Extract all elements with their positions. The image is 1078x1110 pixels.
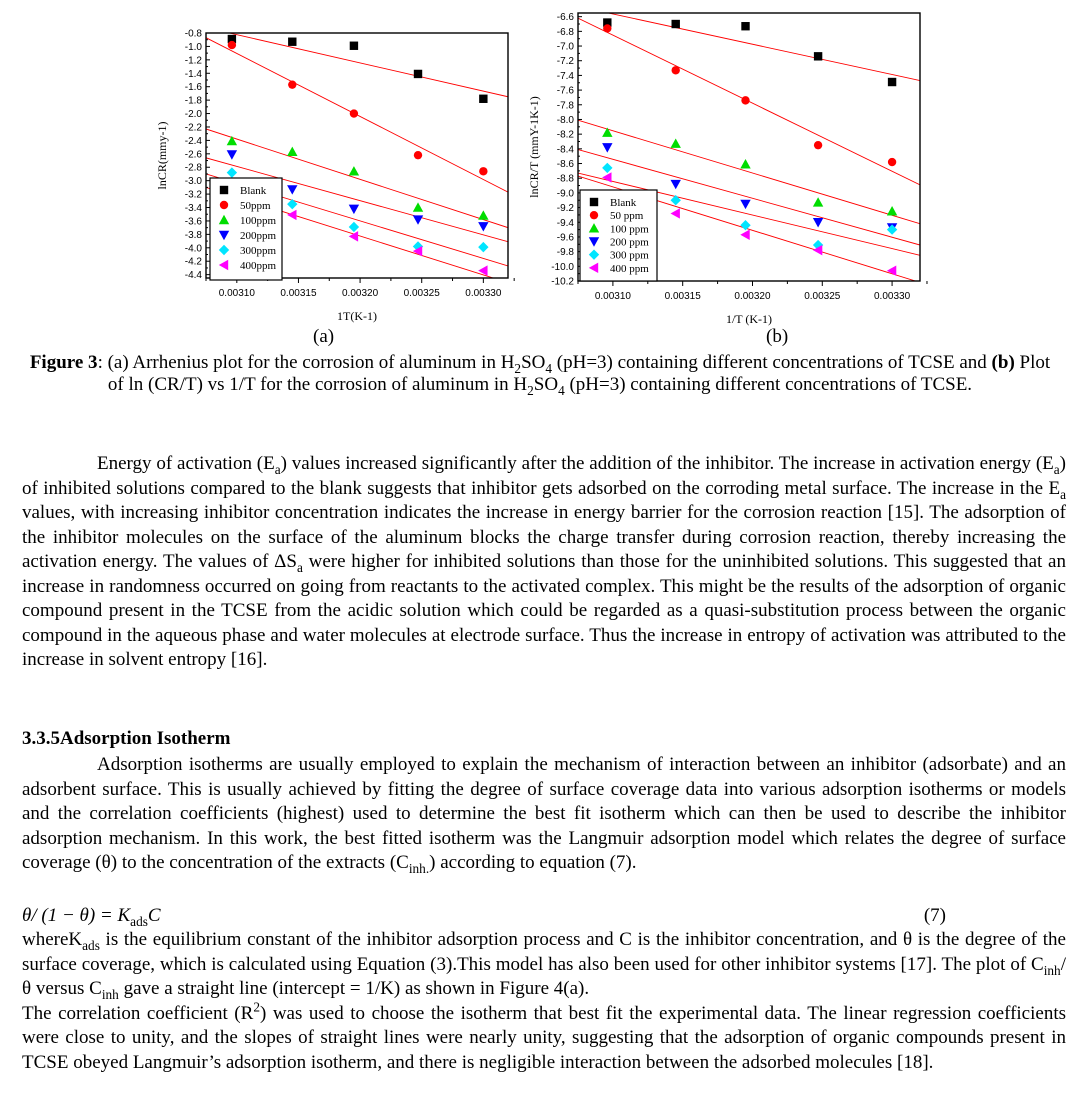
legend-label: 100 ppm: [610, 223, 649, 236]
paragraph-activation-energy: Energy of activation $(E_a)$ values increased significantly after the addition of the inhibitor. The increase in activation energy $(E_a)$ of inhibited solutions compared to the blank suggests that inhibitor gets adsorbed on the corroding metal surface. The increase in the $E_a$ values, with increasing inhibitor concentration indicates the increase in energy barrier for the corrosion reaction [15]. The adsorption of the inhibitor molecules on the surface of the aluminum blocks the charge transfer during corrosion reaction, thereby increasing the activation energy. The values of $\Delta S_a$ were higher for inhibited solutions than those for the uninhibited solutions. This suggested that an increase in randomness occurred on going from reactants to the activated complex. This might be the results of the adsorption of organic compound present in the TCSE from the acidic solution which could be regarded as a quasi-substitution process between the organic compound in the aqueous phase and water molecules at electrode surface. Thus the increase in entropy of activation was attributed to the increase in solvent entropy [16].: [22, 453, 1066, 670]
data-point: [287, 199, 297, 209]
y-tick-label: -8.8: [556, 173, 574, 185]
legend-marker: [590, 211, 598, 219]
y-tick-label: -7.4: [556, 70, 574, 82]
y-tick-label: -1.8: [184, 95, 202, 107]
y-tick-label: -8.0: [556, 114, 574, 126]
y-tick-label: -8.2: [556, 129, 574, 141]
data-point: [741, 96, 749, 104]
x-tick-label: 0.00315: [664, 291, 701, 302]
y-tick-label: -3.6: [184, 216, 202, 228]
caption-label: Figure 3: [29, 352, 98, 373]
data-point: [888, 78, 896, 86]
x-tick-label: 0.00320: [342, 288, 379, 299]
data-point: [602, 143, 612, 152]
legend-label: 200 ppm: [610, 236, 649, 249]
x-axis-label: 1T(K-1): [337, 309, 377, 323]
data-point: [228, 41, 236, 49]
data-point: [227, 167, 237, 177]
y-tick-label: -2.6: [184, 149, 202, 161]
chart-b: [520, 0, 920, 330]
data-point: [478, 222, 488, 231]
data-point: [413, 215, 423, 224]
x-tick-label: 0.00315: [280, 288, 317, 299]
y-tick-label: -9.2: [556, 203, 574, 215]
y-tick-label: -10.2: [551, 276, 574, 288]
data-point: [672, 66, 680, 74]
data-point: [227, 150, 237, 159]
sublabel-a: (a): [313, 326, 335, 347]
data-point: [813, 218, 823, 227]
legend-marker: [220, 186, 228, 194]
y-tick-label: -2.8: [184, 162, 202, 174]
data-point: [287, 210, 296, 220]
y-tick-label: -2.2: [184, 122, 202, 134]
paragraph-adsorption-intro: Adsorption isotherms are usually employed to explain the mechanism of interaction between an inhibitor (adsorbate) and an adsorbent surface. This is usually achieved by fitting the degree of surface coverage data into various adsorption isotherms or models and the correlation coefficients (highest) used to determine the best fit isotherm which can then be used to describe the inhibitor adsorption mechanism. In this work, the best fitted isotherm was the Langmuir adsorption model which relates the degree of surface coverage (θ) to the concentration of the extracts $(C_{inh.})$ according to equation (7).: [22, 754, 1066, 876]
data-point: [349, 205, 359, 214]
data-point: [414, 151, 422, 159]
x-tick-label: 0.00325: [403, 288, 440, 299]
data-point: [813, 197, 823, 206]
data-point: [671, 208, 680, 218]
y-tick-label: -3.2: [184, 189, 202, 201]
data-point: [671, 138, 681, 147]
y-tick-label: -3.4: [184, 203, 202, 215]
data-point: [227, 136, 237, 145]
legend-label: 300 ppm: [610, 249, 649, 262]
data-point: [603, 24, 611, 32]
legend-label: 200ppm: [240, 230, 277, 242]
equation-number: (7): [923, 905, 946, 926]
data-point: [350, 109, 358, 117]
y-tick-label: -7.0: [556, 41, 574, 53]
x-tick-label: 0.00330: [874, 291, 911, 302]
x-tick-label: 0.00330: [465, 288, 502, 299]
legend-label: 300ppm: [240, 245, 277, 257]
legend: [210, 178, 282, 280]
y-axis-label: lnCR(mmy-1): [155, 121, 169, 190]
y-tick-label: -3.8: [184, 229, 202, 241]
y-tick-label: -10.0: [551, 261, 574, 273]
y-tick-label: -4.4: [184, 270, 202, 282]
x-axis-label: 1/T (K-1): [725, 312, 773, 326]
data-point: [602, 163, 612, 173]
data-point: [287, 185, 297, 194]
legend-label: 50ppm: [240, 200, 271, 212]
y-tick-label: -6.8: [556, 26, 574, 38]
legend-label: Blank: [610, 197, 637, 209]
data-point: [888, 158, 896, 166]
data-point: [740, 200, 750, 209]
chart-a-svg: [155, 20, 520, 330]
y-tick-label: -1.4: [184, 68, 202, 80]
y-tick-label: -9.6: [556, 232, 574, 244]
y-tick-label: -0.8: [184, 28, 202, 40]
y-tick-label: -7.2: [556, 56, 574, 68]
data-point: [814, 52, 822, 60]
x-tick-label: 0.00310: [218, 288, 255, 299]
y-tick-label: -7.8: [556, 100, 574, 112]
y-tick-label: -9.4: [556, 217, 574, 229]
y-tick-label: -4.2: [184, 256, 202, 268]
legend-label: 400ppm: [240, 260, 277, 272]
x-tick-label: 0.00320: [734, 291, 771, 302]
y-tick-label: -8.4: [556, 144, 574, 156]
data-point: [887, 206, 897, 215]
data-point: [887, 266, 896, 276]
data-point: [740, 159, 750, 168]
y-tick-label: -9.8: [556, 247, 574, 259]
y-tick-label: -1.0: [184, 41, 202, 53]
data-point: [602, 172, 611, 182]
legend-label: 400 ppm: [610, 262, 649, 275]
legend-marker: [590, 198, 598, 206]
data-point: [671, 180, 681, 189]
data-point: [288, 80, 296, 88]
data-point: [602, 127, 612, 136]
data-point: [287, 147, 297, 156]
chart-a: [155, 20, 520, 330]
data-point: [350, 42, 358, 50]
data-point: [479, 95, 487, 103]
data-point: [671, 195, 681, 205]
data-point: [413, 202, 423, 211]
data-point: [478, 265, 487, 275]
data-point: [814, 141, 822, 149]
data-point: [479, 167, 487, 175]
data-point: [478, 242, 488, 252]
fit-line-Blank: [206, 28, 508, 97]
data-point: [288, 38, 296, 46]
y-tick-label: -4.0: [184, 243, 202, 255]
section-heading: 3.3.5Adsorption Isotherm: [22, 728, 231, 749]
data-point: [478, 210, 488, 219]
y-tick-label: -6.6: [556, 12, 574, 24]
data-point: [349, 166, 359, 175]
x-tick-label: 0.00325: [804, 291, 841, 302]
y-tick-label: -3.0: [184, 176, 202, 188]
legend-label: 100ppm: [240, 215, 277, 227]
y-tick-label: -1.2: [184, 55, 202, 67]
legend-marker: [220, 201, 228, 209]
x-tick-label: 0.00310: [594, 291, 631, 302]
y-tick-label: -8.6: [556, 159, 574, 171]
sublabel-b: (b): [766, 326, 789, 347]
y-tick-label: -2.4: [184, 135, 202, 147]
data-point: [672, 20, 680, 28]
y-tick-label: -1.6: [184, 82, 202, 94]
y-tick-label: -2.0: [184, 109, 202, 121]
legend-label: Blank: [240, 185, 267, 197]
y-axis-label: lnCR/T (mmY-1K-1): [527, 96, 541, 198]
data-point: [349, 222, 359, 232]
paragraph-langmuir: whereK$_{ads}$ is the equilibrium constant of the inhibitor adsorption process and C is the inhibitor concentration, and θ is the degree of the surface coverage, which is calculated using Equation (3).This model has also been used for other inhibitor systems [17]. The plot of $C_{inh}/\theta$ versus $C_{inh}$ gave a straight line (intercept = 1/K) as shown in Figure 4(a). The correlation coefficient $(R^2)$ was used to choose the isotherm that best fit the experimental data. The linear regression coefficients were close to unity, and the slopes of straight lines were nearly unity, suggesting that the adsorption of organic compounds present in TCSE obeyed Langmuir’s adsorption isotherm, and there is negligible interaction between the adsorbed molecules [18].: [22, 929, 1066, 1073]
data-point: [414, 70, 422, 78]
equation-7: θ/ $(1 - \theta) = K_{ads}C$ (7): [22, 905, 946, 929]
legend-label: 50 ppm: [610, 210, 644, 223]
y-tick-label: -9.0: [556, 188, 574, 200]
chart-b-svg: [520, 0, 920, 330]
legend: [580, 190, 657, 281]
data-point: [740, 230, 749, 240]
data-point: [741, 22, 749, 30]
y-tick-label: -7.6: [556, 85, 574, 97]
figure-caption: Figure 3: (a) Arrhenius plot for the corrosion of aluminum in $H_2SO_4$ (pH=3) containing different concentrations of TCSE and (b) Plot of ln (CR/T) vs 1/T for the corrosion of aluminum in $H_2SO_4$ (pH=3) containing different concentrations of TCSE.: [29, 352, 1051, 398]
